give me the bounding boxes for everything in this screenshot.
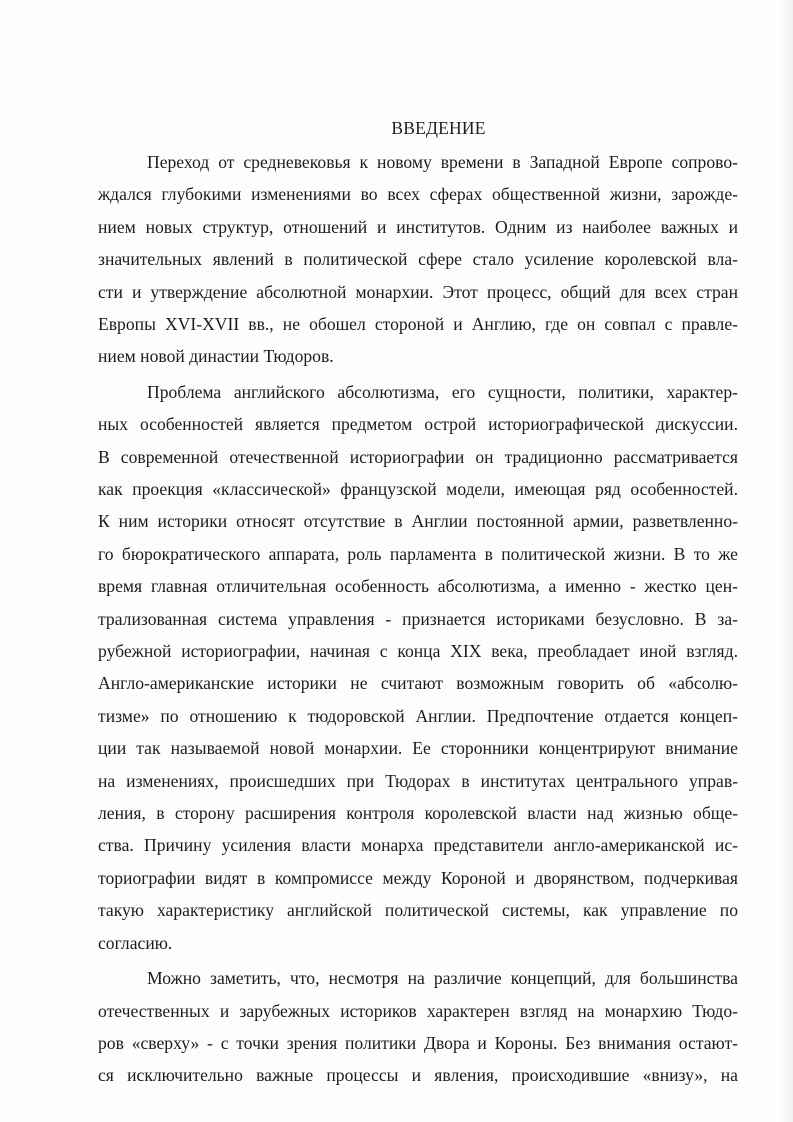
text-line: ных особенностей является предметом острой историографической дискуссии. [98,414,738,435]
text-line: ся исключительно важные процессы и явления, происходившие «внизу», на [98,1065,738,1086]
text-line: рубежной историографии, начиная с конца XIX века, преобладает иной взгляд. [98,641,738,662]
text-line: ции так называемой новой монархии. Ее сторонники концентрируют внимание [98,738,738,759]
text-line: ториографии видят в компромиссе между Короной и дворянством, подчеркивая [98,867,738,888]
text-line: ждался глубокими изменениями во всех сферах общественной жизни, зарожде- [98,184,738,205]
scan-shadow-edge [779,0,793,1122]
text-line: Переход от средневековья к новому времени в Западной Европе сопрово- [147,152,738,172]
text-line: ров «сверху» - с точки зрения политики Двора и Короны. Без внимания остают- [98,1032,738,1053]
text-line: значительных явлений в политической сфере стало усиление королевской вла- [98,249,738,270]
text-line: Проблема английского абсолютизма, его сущности, политики, характер- [147,381,738,402]
text-line: нием новых структур, отношений и институтов. Одним из наиболее важных и [98,216,738,237]
text-line: ления, в сторону расширения контроля королевской власти над жизнью обще- [98,803,738,823]
text-line: го бюрократического аппарата, роль парламента в политической жизни. В то же [98,543,738,564]
text-line: сти и утверждение абсолютной монархии. Этот процесс, общий для всех стран [98,281,738,302]
text-line: Англо-американские историки не считают возможным говорить об «абсолю- [98,673,738,694]
text-line: В современной отечественной историографии он традиционно рассматривается [98,446,738,467]
text-line: ства. Причину усиления власти монарха представители англо-американской ис- [98,835,738,856]
text-line: Можно заметить, что, несмотря на различие концепций, для большинства [147,968,738,989]
text-line: как проекция «классической» французской модели, имеющая ряд особенностей. [98,479,738,500]
text-line: согласию. [98,932,173,953]
paragraph-1 [98,146,738,373]
page-title: ВВЕДЕНИЕ [391,118,486,138]
document-body [98,146,738,1092]
text-line: на изменениях, происшедших при Тюдорах в институтах центрального управ- [98,770,738,791]
paragraph-3 [98,962,738,1092]
text-line: К ним историки относят отсутствие в Англии постоянной армии, разветвленно- [98,511,738,532]
text-line: нием новой династии Тюдоров. [98,346,334,367]
text-line: трализованная система управления - признается историками безусловно. В за- [98,608,738,629]
text-line: Европы XVI-XVII вв., не обошел стороной и Англию, где он совпал с правле- [98,313,738,334]
text-line: отечественных и зарубежных историков характерен взгляд на монархию Тюдо- [98,1000,738,1021]
text-line: время главная отличительная особенность абсолютизма, а именно - жестко цен- [98,576,738,597]
text-line: тизме» по отношению к тюдоровской Англии. Предпочтение отдается концеп- [98,705,738,726]
paragraph-2 [98,376,738,959]
text-line: такую характеристику английской политической системы, как управление по [98,900,738,921]
